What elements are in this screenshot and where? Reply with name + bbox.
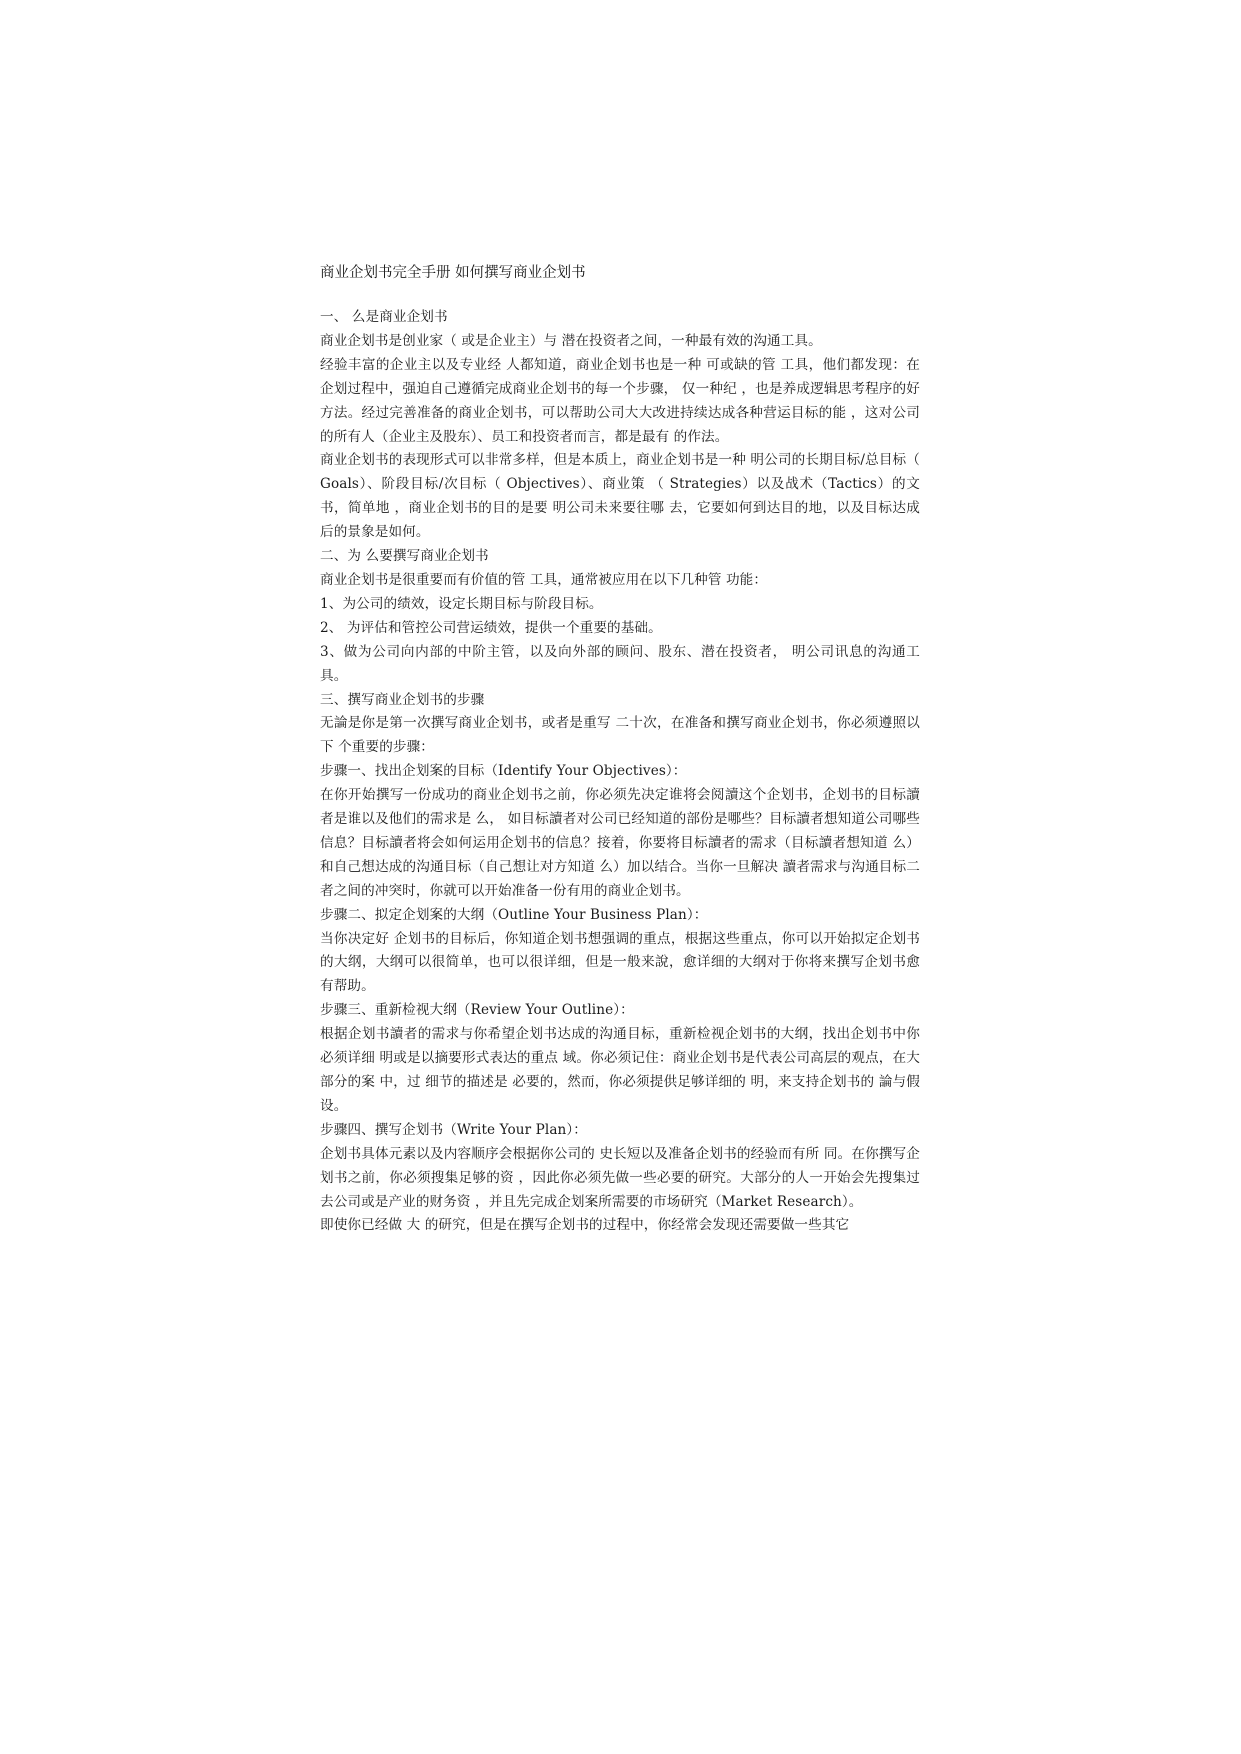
step-heading-3: 步骤三、重新检视大纲（Review Your Outline）： xyxy=(320,1002,634,1019)
paragraph: 根据企划书讀者的需求与你希望企划书达成的沟通目标，重新检视企划书的大纲，找出企划书中你必须详细 明或是以摘要形式表达的重点 域。你必须记住：商业企划书是代表公司高层的观点，在大部分的案 中，过 细节的描述是 必要的，然而，你必须提供足够详细的 明，来支持企划书的 論与假设。 xyxy=(320,1026,920,1114)
paragraph: 经验丰富的企业主以及专业经 人都知道，商业企划书也是一种 可或缺的管 工具，他们都发现：在企划过程中，强迫自己遵循完成商业企划书的每一个步骤， 仅一种纪 ，也是养成逻辑思考程序的好方法。经过完善准备的商业企划书，可以帮助公司大大改进持续达成各种营运目标的能 ，这对公司的所有人（企业主及股东）、员工和投资者而言，都是最有 的作法。 xyxy=(320,356,920,445)
paragraph: 在你开始撰写一份成功的商业企划书之前，你必须先决定谁将会阅讀这个企划书，企划书的目标讀者是谁以及他们的需求是 么， 如目标讀者对公司已经知道的部份是哪些？目标讀者想知道公司哪些信息？目标讀者将会如何运用企划书的信息？接着，你要将目标讀者的需求（目标讀者想知道 么）和自己想达成的沟通目标（自己想让对方知道 么）加以结合。当你一旦解决 讀者需求与沟通目标二者之间的冲突时，你就可以开始准备一份有用的商业企划书。 xyxy=(320,787,920,899)
section-heading-why: 二、为 么要撰写商业企划书 xyxy=(320,548,489,565)
paragraph: 当你决定好 企划书的目标后，你知道企划书想强调的重点，根据这些重点，你可以开始拟定企划书的大纲，大纲可以很简单，也可以很详细，但是一般来說，愈详细的大纲对于你将来撰写企划书愈有帮助。 xyxy=(320,930,920,995)
step-heading-4: 步骤四、撰写企划书（Write Your Plan）： xyxy=(320,1121,587,1138)
paragraph: 商业企划书是很重要而有价值的管 工具，通常被应用在以下几种管 功能： xyxy=(320,571,768,588)
paragraph: 商业企划书是创业家（ 或是企业主）与 潜在投资者之间，一种最有效的沟通工具。 xyxy=(320,332,822,349)
list-item: 1、为公司的绩效，设定长期目标与阶段目标。 xyxy=(320,595,603,612)
list-item: 2、 为评估和管控公司营运绩效，提供一个重要的基础。 xyxy=(320,619,662,636)
step-heading-1: 步骤一、找出企划案的目标（Identify Your Objectives）： xyxy=(320,763,687,780)
paragraph: 即使你已经做 大 的研究，但是在撰写企划书的过程中，你经常会发现还需要做一些其它 xyxy=(320,1217,850,1234)
paragraph: 商业企划书的表现形式可以非常多样，但是本质上，商业企划书是一种 明公司的长期目标/总目标（ Goals）、阶段目标/次目标（ Objectives）、商业策 （ Strategies）以及战术（Tactics）的文书，简单地 ，商业企划书的目的是要 明公司未来要往哪 去，它要如何到达目的地，以及目标达成后的景象是如何。 xyxy=(320,452,920,541)
document-title: 商业企划书完全手册 如何撰写商业企划书 xyxy=(320,265,586,281)
section-heading-what: 一、 么是商业企划书 xyxy=(320,309,448,325)
document-body xyxy=(320,306,920,1238)
paragraph: 企划书具体元素以及内容顺序会根据你公司的 史长短以及准备企划书的经验而有所 同。在你撰写企划书之前，你必须搜集足够的资 ，因此你必须先做一些必要的研究。大部分的人一开始会先搜集过去公司或是产业的财务资 ，并且先完成企划案所需要的市场研究（Market Research）。 xyxy=(320,1145,920,1210)
step-heading-2: 步骤二、拟定企划案的大纲（Outline Your Business Plan）： xyxy=(320,906,708,923)
paragraph: 无論是你是第一次撰写商业企划书，或者是重写 二十次，在准备和撰写商业企划书，你必须遵照以下 个重要的步骤： xyxy=(320,715,920,756)
document-content xyxy=(320,262,920,1238)
section-heading-steps: 三、撰写商业企划书的步骤 xyxy=(320,691,485,708)
list-item: 3、做为公司向内部的中阶主管，以及向外部的顾问、股东、潜在投资者， 明公司讯息的沟通工具。 xyxy=(320,643,920,684)
